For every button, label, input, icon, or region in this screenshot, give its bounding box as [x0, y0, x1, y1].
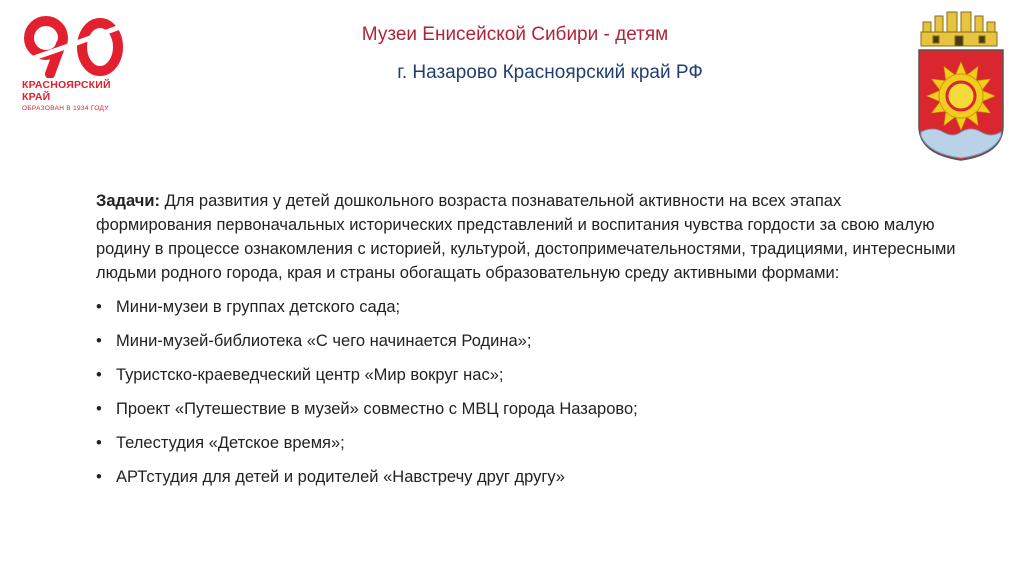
bullet-icon: • — [96, 332, 102, 350]
bullet-icon: • — [96, 366, 102, 384]
bullet-icon: • — [96, 400, 102, 418]
tasks-intro — [96, 189, 956, 285]
krasnoyarsk-90-logo — [20, 16, 130, 121]
list-item — [96, 397, 956, 431]
list-item-text: Проект «Путешествие в музей» совместно с МВЦ города Назарово; — [116, 400, 638, 418]
crown-icon — [921, 12, 997, 46]
logo-90-graphic — [20, 16, 130, 78]
tasks-label: Задачи: — [96, 192, 160, 210]
list-item-text: АРТстудия для детей и родителей «Навстречу друг другу» — [116, 468, 565, 486]
list-item — [96, 363, 956, 397]
bullet-icon: • — [96, 468, 102, 486]
tasks-text: Для развития у детей дошкольного возраста познавательной активности на всех этапах формирования первоначальных исторических представлений и воспитания чувства гордости за свою малую родину в процессе ознакомления с историей, культурой, достопримечательностями, традициями, интересными людьми родного города, края и страны обогащать образовательную среду активными формами: — [96, 192, 956, 282]
coat-of-arms — [913, 8, 1009, 166]
bullet-icon: • — [96, 434, 102, 452]
list-item — [96, 329, 956, 363]
logo-text-founded: ОБРАЗОВАН В 1934 ГОДУ — [22, 105, 109, 112]
list-item — [96, 431, 956, 465]
page-title: Музеи Енисейской Сибири - детям — [361, 24, 669, 45]
tasks-section — [96, 189, 956, 499]
list-item — [96, 465, 956, 499]
logo-text-region: КРАСНОЯРСКИЙ — [22, 79, 111, 91]
bullet-icon: • — [96, 298, 102, 316]
list-item-text: Мини-музеи в группах детского сада; — [116, 298, 401, 316]
list-item — [96, 295, 956, 329]
list-item-text: Телестудия «Детское время»; — [116, 434, 345, 452]
list-item-text: Мини-музей-библиотека «С чего начинается Родина»; — [116, 332, 532, 350]
logo-text-krai: КРАЙ — [22, 91, 51, 103]
tasks-list — [96, 295, 956, 499]
page-subtitle: г. Назарово Красноярский край РФ — [397, 62, 703, 83]
list-item-text: Туристско-краеведческий центр «Мир вокруг нас»; — [116, 366, 504, 384]
